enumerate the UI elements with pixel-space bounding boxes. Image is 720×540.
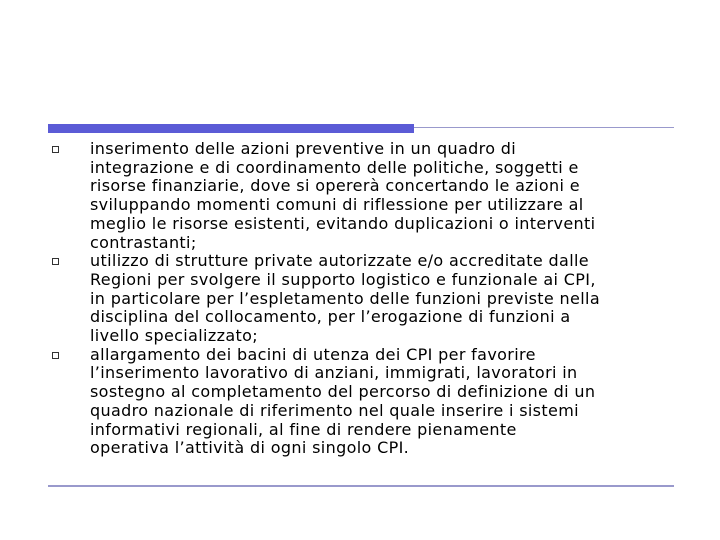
hollow-square-bullet-icon [52,352,59,359]
bullet-text: allargamento dei bacini di utenza dei CPI per favorire l’inserimento lavorativo di anziani, immigrati, lavoratori in sostegno al completamento del percorso di definizione di un quadro nazionale di riferimento nel quale inserire i sistemi informativi regionali, al fine di rendere pienamente operativa l’attività di ogni singolo CPI. [90,344,596,458]
bullet-text: utilizzo di strutture private autorizzate e/o accreditate dalle Regioni per svolgere il supporto logistico e funzionale ai CPI, in particolare per l’espletamento delle funzioni previste nella disciplina del collocamento, per l’erogazione di funzioni a livello specializzato; [90,251,600,346]
bullet-item [0,346,720,458]
bullet-text: inserimento delle azioni preventive in un quadro di integrazione e di coordinamento delle politiche, soggetti e risorse finanziarie, dove si opererà concertando le azioni e sviluppando momenti comuni di riflessione per utilizzare al meglio le risorse esistenti, evitando duplicazioni o interventi contrastanti; [90,139,596,252]
bullet-item [0,252,720,346]
hollow-square-bullet-icon [52,146,59,153]
top-accent-bar [48,124,414,133]
bullet-item [0,140,720,252]
bullet-list [0,140,720,458]
hollow-square-bullet-icon [52,258,59,265]
bottom-divider-line [48,485,674,487]
